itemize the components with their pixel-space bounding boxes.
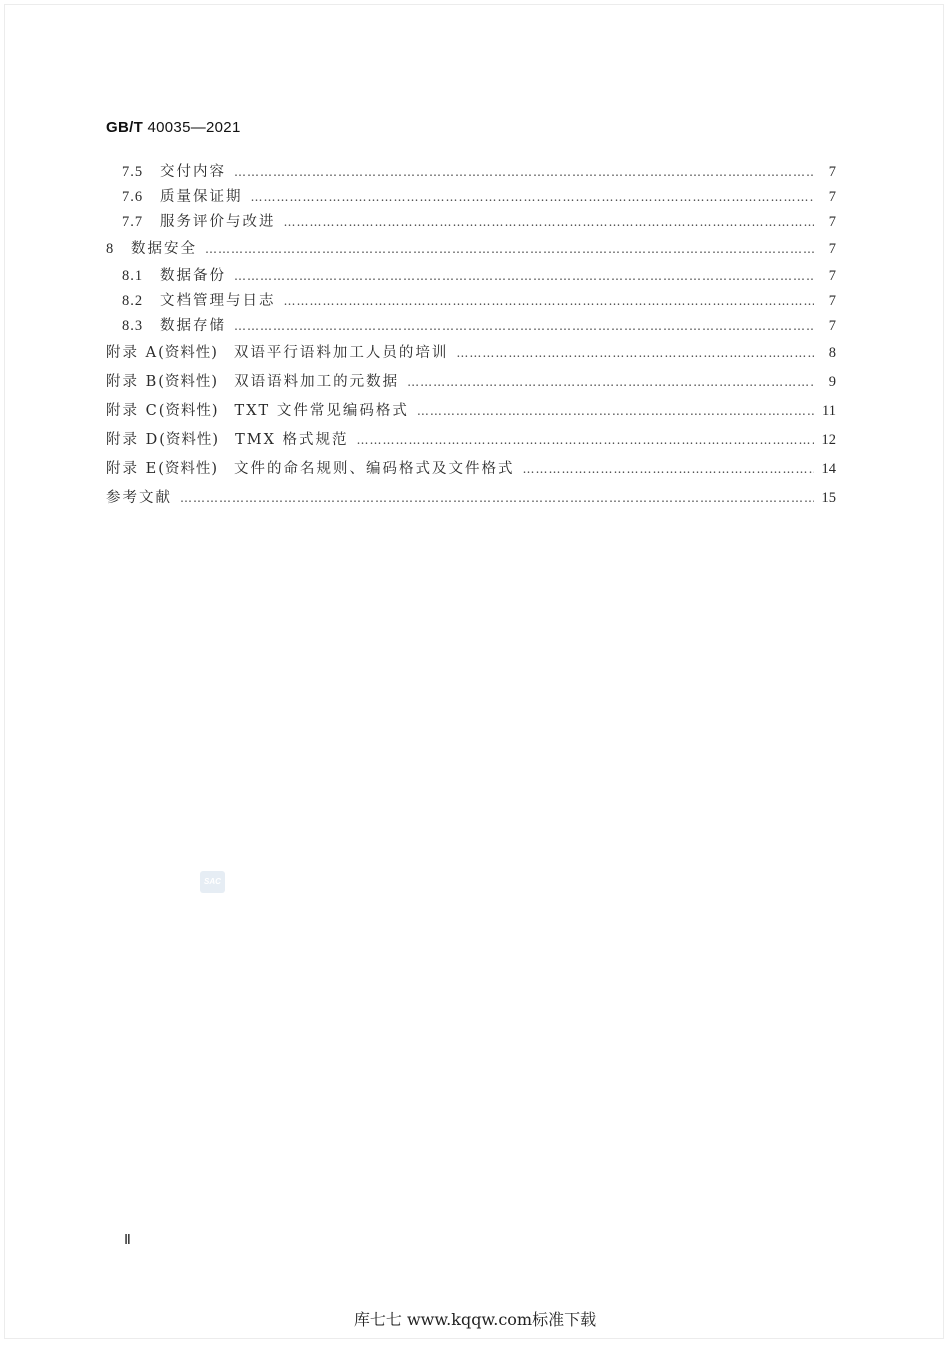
toc-leader-dots: [251, 185, 815, 210]
annex-type: (资料性): [158, 461, 219, 477]
toc-leader-dots: [234, 264, 814, 289]
toc-entry-8-2[interactable]: [106, 289, 836, 314]
standard-header: [106, 119, 241, 136]
toc-page-number: 7: [828, 214, 836, 230]
toc-page-number: 7: [828, 164, 836, 180]
toc-title: 数据安全: [131, 241, 197, 257]
toc-entry-8-1[interactable]: [106, 264, 836, 289]
toc-leader-dots: [234, 160, 814, 185]
toc-title: 双语平行语料加工人员的培训: [233, 345, 449, 361]
toc-entry-references[interactable]: [106, 484, 836, 513]
toc-title: 文件的命名规则、编码格式及文件格式: [234, 461, 515, 477]
toc-title: 双语语料加工的元数据: [234, 374, 400, 390]
toc-page-number: 14: [821, 461, 836, 477]
toc-leader-dots: [357, 426, 814, 455]
toc-entry-annex-c[interactable]: [106, 397, 836, 426]
toc-leader-dots: [407, 368, 814, 397]
toc-entry-annex-b[interactable]: [106, 368, 836, 397]
toc-title: 质量保证期: [160, 189, 243, 205]
toc-entry-7-7[interactable]: [106, 210, 836, 235]
page-number: Ⅱ: [124, 1233, 131, 1248]
toc-entry-8[interactable]: [106, 235, 836, 264]
annex-label: 附录 D: [106, 432, 160, 448]
toc-number: 8.3: [122, 318, 144, 334]
toc-number: 7.5: [122, 164, 144, 180]
toc-page-number: 8: [828, 345, 836, 361]
toc-number: 8: [106, 241, 115, 257]
toc-entry-8-3[interactable]: [106, 314, 836, 339]
toc-number: 8.1: [122, 268, 144, 284]
toc-number: 7.7: [122, 214, 144, 230]
standard-code: GB/T: [106, 119, 144, 136]
toc-entry-7-5[interactable]: [106, 160, 836, 185]
toc-leader-dots: [205, 235, 814, 264]
annex-label: 附录 C: [106, 403, 159, 419]
toc-page-number: 11: [822, 403, 836, 419]
toc-page-number: 15: [821, 490, 836, 506]
toc-entry-annex-d[interactable]: [106, 426, 836, 455]
toc-page-number: 7: [828, 189, 836, 205]
annex-type: (资料性): [158, 345, 218, 361]
toc-number: 7.6: [122, 189, 144, 205]
toc-leader-dots: [284, 289, 815, 314]
toc-title: 服务评价与改进: [160, 214, 276, 230]
annex-type: (资料性): [158, 374, 219, 390]
toc-leader-dots: [284, 210, 815, 235]
toc-entry-annex-e[interactable]: [106, 455, 836, 484]
toc-leader-dots: [234, 314, 814, 339]
toc-title: 参考文献: [106, 490, 172, 506]
toc-title: 数据存储: [160, 318, 226, 334]
table-of-contents: [106, 160, 836, 513]
annex-label: 附录 B: [106, 374, 159, 390]
toc-page-number: 7: [828, 318, 836, 334]
annex-label: 附录 A: [106, 345, 159, 361]
toc-page-number: 7: [828, 268, 836, 284]
annex-type: (资料性): [158, 403, 219, 419]
annex-type: (资料性): [159, 432, 220, 448]
toc-leader-dots: [180, 484, 814, 513]
sac-watermark-logo: SAC: [200, 871, 225, 893]
toc-leader-dots: [417, 397, 814, 426]
toc-number: 8.2: [122, 293, 144, 309]
footer-watermark-text: 库七七 www.kqqw.com标准下载: [353, 1310, 597, 1329]
standard-number: 40035—2021: [147, 119, 241, 136]
toc-page-number: 12: [821, 432, 836, 448]
toc-leader-dots: [456, 339, 814, 368]
toc-entry-annex-a[interactable]: [106, 339, 836, 368]
toc-title: TMX 格式规范: [235, 432, 349, 448]
toc-title: 数据备份: [160, 268, 226, 284]
toc-title: 文档管理与日志: [160, 293, 276, 309]
toc-page-number: 7: [828, 293, 836, 309]
toc-page-number: 9: [828, 374, 836, 390]
toc-entry-7-6[interactable]: [106, 185, 836, 210]
toc-title: 交付内容: [160, 164, 226, 180]
toc-page-number: 7: [828, 241, 836, 257]
toc-leader-dots: [523, 455, 814, 484]
annex-label: 附录 E: [106, 461, 159, 477]
toc-title: TXT 文件常见编码格式: [234, 403, 409, 419]
